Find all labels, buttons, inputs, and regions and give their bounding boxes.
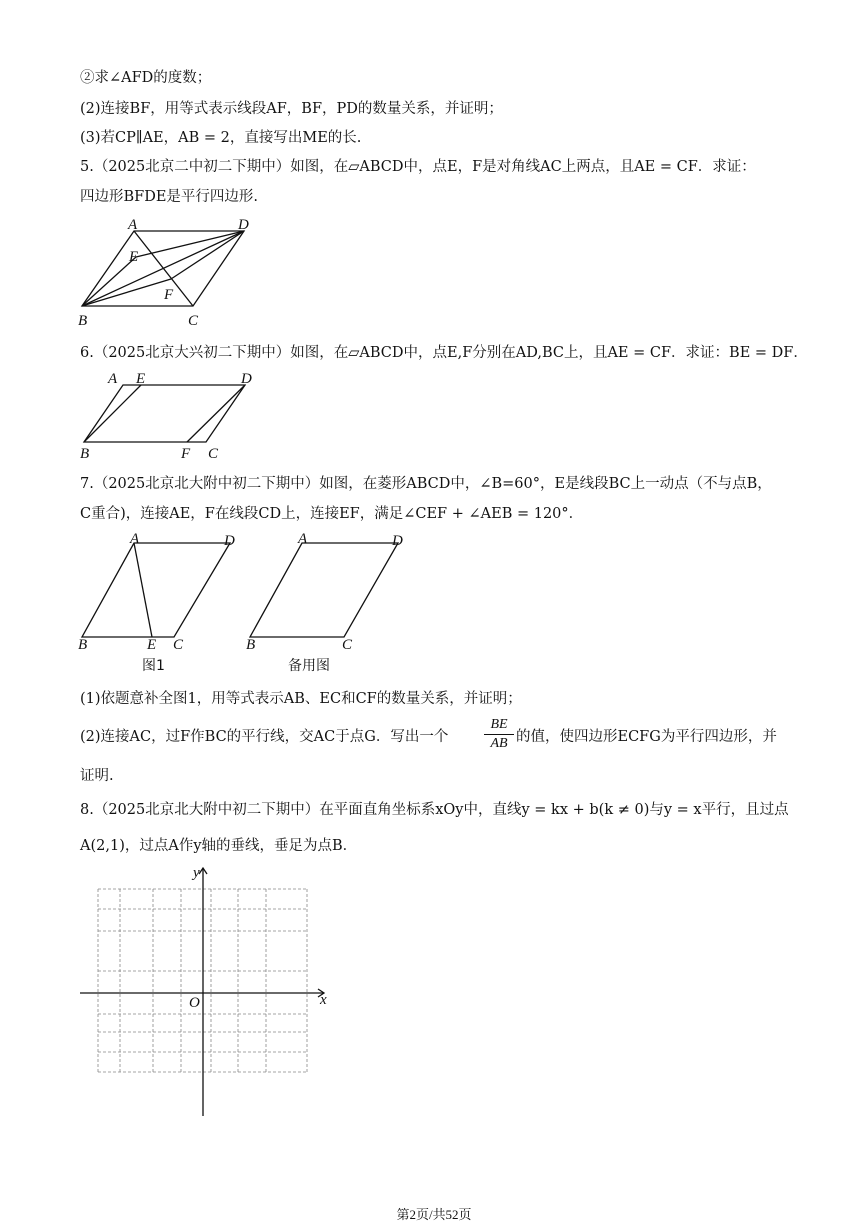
problem-7-part-1: (1)依题意补全图1，用等式表示AB、EC和CF的数量关系，并证明；	[80, 691, 522, 707]
coordinate-grid	[74, 864, 334, 1124]
page-footer: 第2页/共52页	[396, 1207, 472, 1222]
problem-5-line-1: 5.（2025北京二中初二下期中）如图，在▱ABCD中，点E，F是对角线AC上两点，且AE = CF．求证：	[80, 159, 756, 175]
label-a: A	[298, 531, 308, 547]
label-d: D	[241, 371, 252, 387]
label-b: B	[78, 313, 88, 329]
fraction	[484, 716, 514, 753]
label-d: D	[224, 533, 235, 549]
label-e: E	[136, 371, 146, 387]
axis-label-x: x	[320, 992, 327, 1008]
origin-label: O	[189, 995, 200, 1011]
text-line-1: ②求∠AFD的度数；	[80, 70, 212, 86]
label-d: D	[392, 533, 403, 549]
label-c: C	[188, 313, 199, 329]
problem-5-line-2: 四边形BFDE是平行四边形.	[80, 189, 259, 205]
problem-6-line-1: 6.（2025北京大兴初二下期中）如图，在▱ABCD中，点E,F分别在AD,BC上，且AE = CF．求证：BE = DF．	[80, 345, 808, 361]
label-a: A	[108, 371, 118, 387]
axis-label-y: y	[193, 865, 200, 881]
problem-7-part-2c: 证明.	[80, 768, 114, 784]
label-f: F	[181, 446, 191, 462]
problem-7-line-2: C重合)，连接AE，F在线段CD上，连接EF，满足∠CEF + ∠AEB = 120°．	[80, 506, 584, 522]
label-f: F	[164, 287, 174, 303]
text-line-3: (3)若CP∥AE，AB = 2，直接写出ME的长.	[80, 130, 362, 146]
problem-8-line-2: A(2,1)，过点A作y轴的垂线，垂足为点B．	[80, 838, 358, 854]
problem-8-line-1: 8.（2025北京北大附中初二下期中）在平面直角坐标系xOy中，直线y = kx + b(k ≠ 0)与y = x平行，且过点	[80, 802, 789, 818]
label-a: A	[128, 217, 138, 233]
figure-6	[78, 368, 278, 462]
text-line-2: (2)连接BF，用等式表示线段AF，BF，PD的数量关系，并证明；	[80, 101, 503, 117]
label-e: E	[147, 637, 157, 653]
figure-caption: 备用图	[288, 658, 330, 674]
label-b: B	[246, 637, 256, 653]
fraction-numerator: BE	[484, 716, 514, 735]
label-a: A	[130, 531, 140, 547]
label-b: B	[78, 637, 88, 653]
figure-caption: 图1	[142, 658, 165, 674]
problem-7-line-1: 7.（2025北京北大附中初二下期中）如图，在菱形ABCD中，∠B=60°，E是线段BC上一动点（不与点B，	[80, 476, 772, 492]
figure-7-main	[78, 533, 248, 673]
problem-7-part-2b: 的值，使四边形ECFG为平行四边形，并	[516, 729, 777, 745]
figure-7-spare	[244, 533, 434, 673]
label-d: D	[238, 217, 249, 233]
figure-5	[78, 215, 278, 335]
label-c: C	[208, 446, 219, 462]
label-e: E	[129, 249, 139, 265]
fraction-denominator: AB	[490, 736, 508, 751]
label-c: C	[173, 637, 184, 653]
problem-7-part-2a: (2)连接AC，过F作BC的平行线，交AC于点G．写出一个	[80, 729, 449, 745]
label-b: B	[80, 446, 90, 462]
label-c: C	[342, 637, 353, 653]
